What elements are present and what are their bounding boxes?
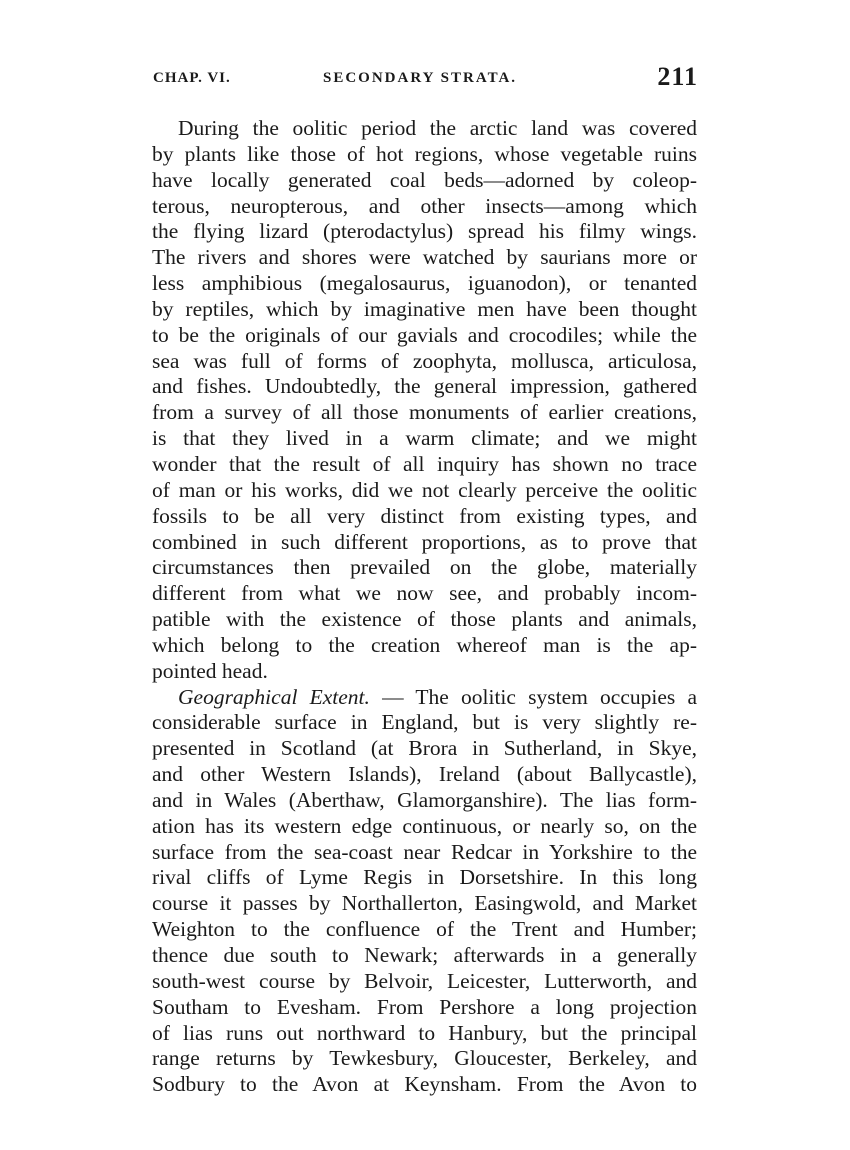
text-line [152,865,697,891]
line-text: range returns by Tewkesbury, Gloucester, Berkeley, and [152,1046,697,1071]
line-text: considerable surface in England, but is very slightly re- [152,710,697,735]
text-line [152,374,697,400]
text-line [152,1072,697,1098]
line-text: Weighton to the confluence of the Trent and Humber; [152,917,697,942]
text-line [152,788,697,814]
line-text: from a survey of all those monuments of earlier creations, [152,400,697,425]
line-text: and other Western Islands), Ireland (about Ballycastle), [152,762,697,787]
section-heading: Geographical Extent. [178,684,370,709]
line-text: — The oolitic system occupies a [369,684,697,709]
line-text: circumstances then prevailed on the globe, materially [152,555,697,580]
text-line [152,426,697,452]
text-line [152,142,697,168]
line-text: ation has its western edge continuous, or nearly so, on the [152,813,697,838]
text-line [152,530,697,556]
line-text: Southam to Evesham. From Pershore a long projection [152,994,697,1019]
text-line [152,504,697,530]
line-text: and fishes. Undoubtedly, the general impression, gathered [152,374,697,399]
line-text: of man or his works, did we not clearly perceive the oolitic [152,477,697,502]
text-line [152,814,697,840]
text-line [152,168,697,194]
line-text: surface from the sea-coast near Redcar in Yorkshire to the [152,839,697,864]
text-line [152,710,697,736]
line-text: by reptiles, which by imaginative men have been thought [152,296,697,321]
line-text: to be the originals of our gavials and crocodiles; while the [152,322,697,347]
line-text: less amphibious (megalosaurus, iguanodon), or tenanted [152,271,697,296]
text-line [152,943,697,969]
line-text: patible with the existence of those plants and animals, [152,607,697,632]
line-text: which belong to the creation whereof man is the ap- [152,632,697,657]
line-text: wonder that the result of all inquiry has shown no trace [152,451,697,476]
text-line [152,219,697,245]
text-line [152,633,697,659]
line-text: terous, neuropterous, and other insects—among which [152,193,697,218]
page-number: 211 [657,62,698,91]
chapter-label: CHAP. VI. [153,70,231,86]
text-line [152,581,697,607]
text-line [152,659,697,685]
line-text: by plants like those of hot regions, whose vegetable ruins [152,141,697,166]
text-line [152,478,697,504]
text-line [152,969,697,995]
line-text: fossils to be all very distinct from existing types, and [152,503,697,528]
line-text: and in Wales (Aberthaw, Glamorganshire). The lias form- [152,787,697,812]
body-text [152,116,697,1098]
text-line [152,607,697,633]
line-text: Sodbury to the Avon at Keynsham. From the Avon to [152,1072,697,1097]
text-line [152,1046,697,1072]
text-line [152,452,697,478]
text-line [152,194,697,220]
line-text: The rivers and shores were watched by saurians more or [152,245,697,270]
text-line [152,891,697,917]
text-line [152,116,697,142]
text-line [152,349,697,375]
running-title: SECONDARY STRATA. [323,70,518,86]
text-line [152,1021,697,1047]
text-line [152,245,697,271]
text-line [152,555,697,581]
line-text: of lias runs out northward to Hanbury, but the principal [152,1020,697,1045]
text-line [152,271,697,297]
text-line [152,685,697,711]
line-text: presented in Scotland (at Brora in Sutherland, in Skye, [152,736,697,761]
text-line [152,840,697,866]
line-text: sea was full of forms of zoophyta, mollusca, articulosa, [152,348,697,373]
line-text: combined in such different proportions, as to prove that [152,529,697,554]
line-text: pointed head. [152,658,268,683]
running-header [153,62,698,92]
text-line [152,762,697,788]
text-line [152,917,697,943]
line-text: have locally generated coal beds—adorned by coleop- [152,167,697,192]
text-line [152,736,697,762]
line-text: different from what we now see, and probably incom- [152,581,697,606]
line-text: the flying lizard (pterodactylus) spread his filmy wings. [152,219,697,244]
line-text: south-west course by Belvoir, Leicester, Lutterworth, and [152,968,697,993]
line-text: During the oolitic period the arctic land was covered [178,116,697,140]
line-text: thence due south to Newark; afterwards in a generally [152,943,697,967]
line-text: is that they lived in a warm climate; and we might [152,426,697,451]
line-text: rival cliffs of Lyme Regis in Dorsetshire. In this long [152,865,697,890]
text-line [152,297,697,323]
text-line [152,995,697,1021]
text-line [152,323,697,349]
text-line [152,400,697,426]
line-text: course it passes by Northallerton, Easingwold, and Market [152,891,697,916]
